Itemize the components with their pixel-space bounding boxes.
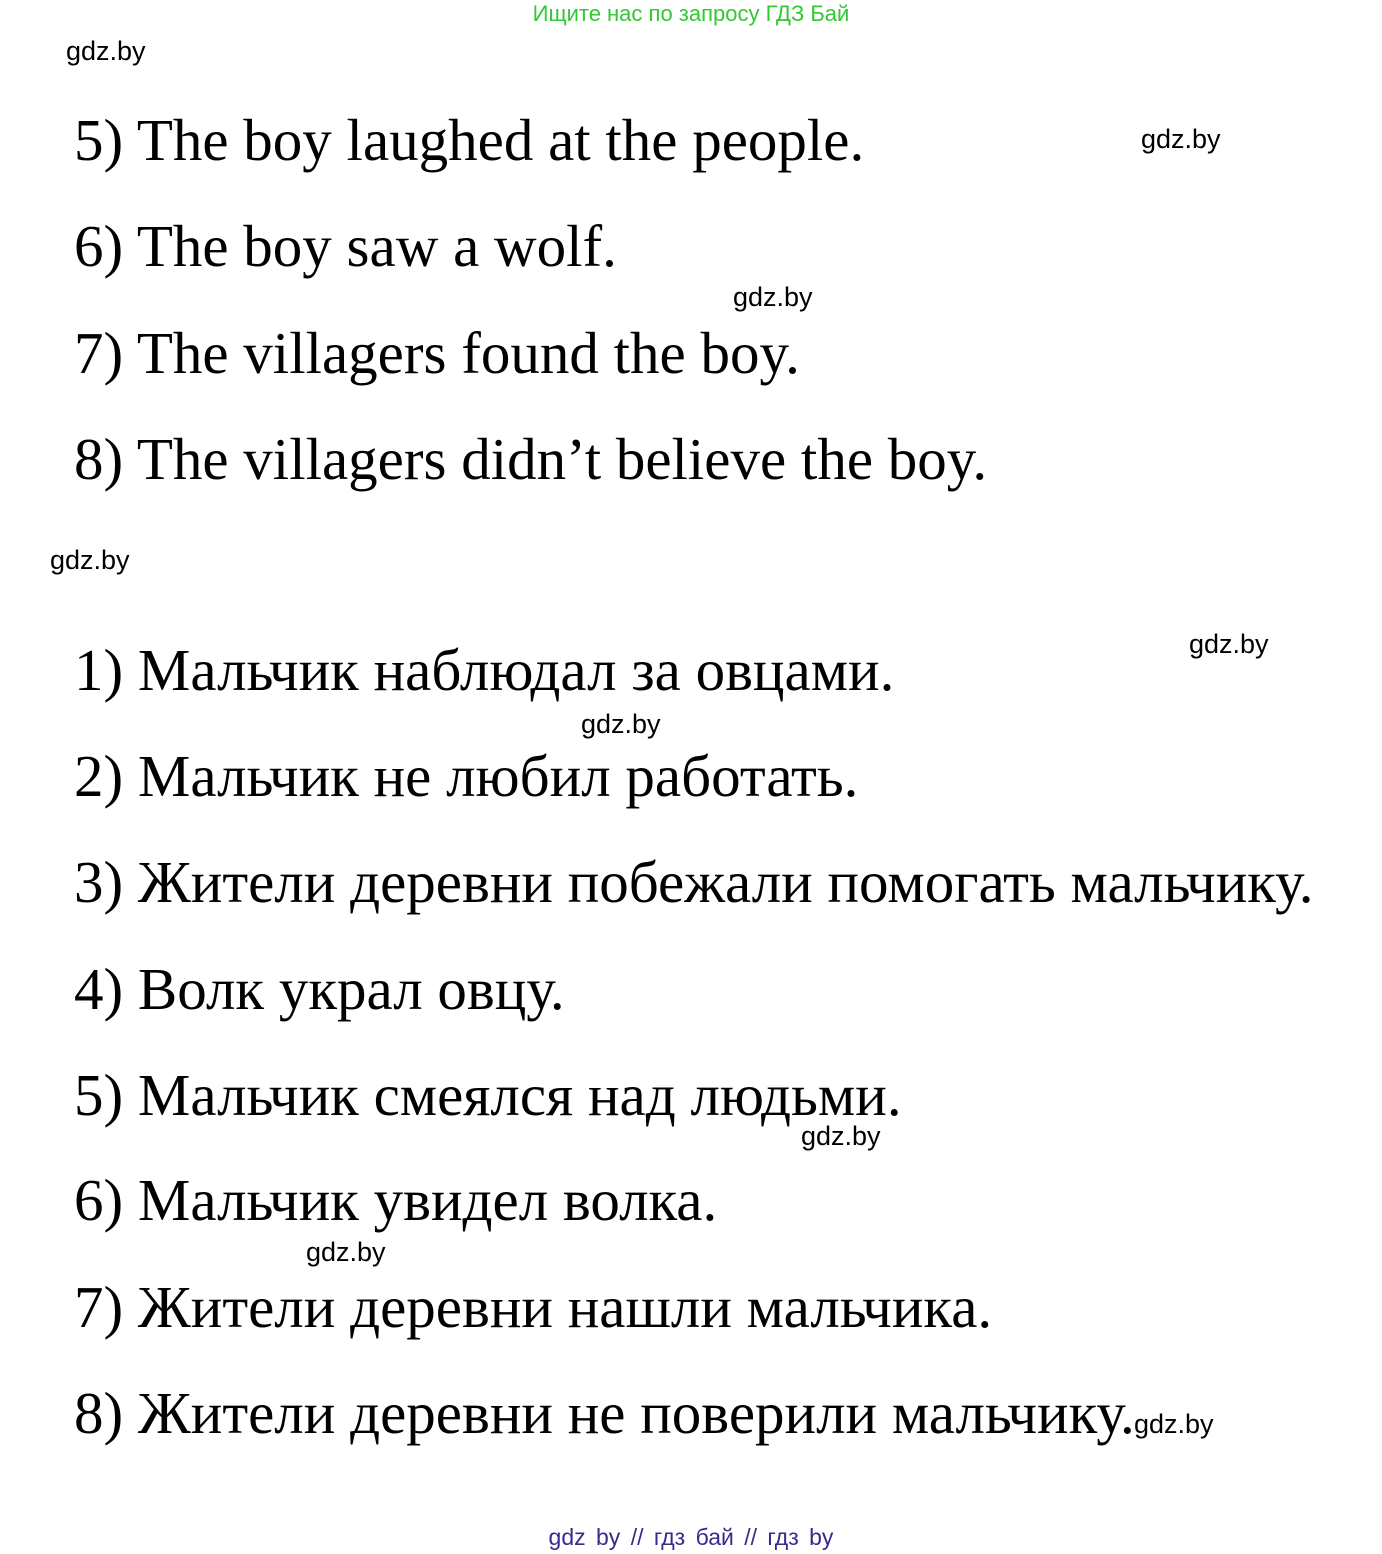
watermark: gdz.by [581,709,661,739]
footer-links: gdz by // гдз бай // гдз by [548,1524,834,1550]
russian-sentence-2: 2) Мальчик не любил работать. [74,743,859,809]
watermark: gdz.by [1134,1409,1214,1439]
russian-sentence-1: 1) Мальчик наблюдал за овцами. [74,637,895,703]
watermark: gdz.by [50,545,130,575]
watermark: gdz.by [733,282,813,312]
russian-sentence-5: 5) Мальчик смеялся над людьми. [74,1062,902,1128]
watermark: gdz.by [1141,124,1221,154]
top-banner: Ищите нас по запросу ГДЗ Бай [532,1,850,26]
watermark: gdz.by [801,1121,881,1151]
watermark: gdz.by [306,1237,386,1267]
russian-sentence-3: 3) Жители деревни побежали помогать мальчику. [74,849,1314,915]
watermark: gdz.by [1189,629,1269,659]
english-sentence-6: 6) The boy saw a wolf. [74,213,617,279]
russian-sentence-4: 4) Волк украл овцу. [74,956,565,1022]
russian-sentence-8: 8) Жители деревни не поверили мальчику. [74,1380,1135,1446]
english-sentence-5: 5) The boy laughed at the people. [74,107,865,173]
russian-sentence-7: 7) Жители деревни нашли мальчика. [74,1274,993,1340]
english-sentence-8: 8) The villagers didn’t believe the boy. [74,426,988,492]
russian-sentence-6: 6) Мальчик увидел волка. [74,1167,718,1233]
english-sentence-7: 7) The villagers found the boy. [74,320,800,386]
watermark: gdz.by [66,36,146,66]
